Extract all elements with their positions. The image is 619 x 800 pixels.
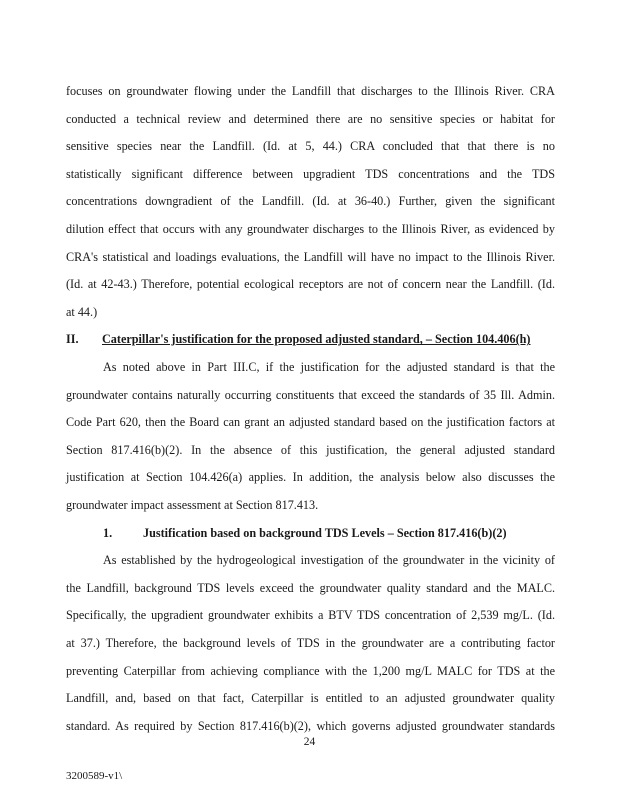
section-heading [66, 332, 555, 346]
text-line: dilution effect that occurs with any groundwater discharges to the Illinois River, as evidenced by [66, 222, 555, 236]
text-line: statistically significant difference between upgradient TDS concentrations and the TDS [66, 166, 555, 181]
text-line: groundwater impact assessment at Section 817.413. [66, 498, 319, 512]
text-line: As noted above in Part III.C, if the justification for the adjusted standard is that the [103, 360, 555, 374]
text-line: preventing Caterpillar from achieving compliance with the 1,200 mg/L MALC for TDS at the [66, 663, 555, 678]
text-line: at 37.) Therefore, the background levels of TDS in the groundwater are a contributing factor [66, 636, 555, 650]
text-line: Section 817.416(b)(2). In the absence of this justification, the general adjusted standard [66, 442, 555, 457]
text-line: at 44.) [66, 304, 98, 319]
text-line: groundwater contains naturally occurring constituents that exceed the standards of 35 Ill. Admin. [66, 387, 555, 402]
text-line: sensitive species near the Landfill. (Id. at 5, 44.) CRA concluded that that there is no [66, 139, 555, 154]
text-line: (Id. at 42-43.) Therefore, potential ecological receptors are not of concern near the Landfill. (Id. [66, 277, 555, 292]
subsection-heading [103, 526, 507, 540]
subsection-title: Justification based on background TDS Levels – Section 817.416(b)(2) [143, 525, 507, 540]
text-line: justification at Section 104.426(a) applies. In addition, the analysis below also discusses the [66, 470, 555, 485]
text-line: Specifically, the upgradient groundwater exhibits a BTV TDS concentration of 2,539 mg/L. (Id. [66, 608, 555, 623]
text-line: the Landfill, background TDS levels exceed the groundwater quality standard and the MALC. [66, 580, 555, 595]
text-line: As established by the hydrogeological investigation of the groundwater in the vicinity of [103, 553, 555, 568]
section-number: II. [66, 332, 79, 347]
document-id: 3200589-v1\ [66, 770, 123, 782]
section-title: Caterpillar's justification for the proposed adjusted standard, – Section 104.406(h) [102, 332, 531, 347]
text-line: CRA's statistical and loadings evaluations, the Landfill will have no impact to the Illinois River. [66, 249, 555, 264]
subsection-number: 1. [103, 525, 113, 540]
text-line: standard. As required by Section 817.416(b)(2), which governs adjusted groundwater standards [66, 718, 555, 733]
page-number: 24 [303, 736, 316, 748]
text-line: focuses on groundwater flowing under the Landfill that discharges to the Illinois River. CRA [66, 84, 555, 98]
text-line: Landfill, and, based on that fact, Caterpillar is entitled to an adjusted groundwater quality [66, 691, 555, 706]
text-line: Code Part 620, then the Board can grant an adjusted standard based on the justification factors at [66, 415, 555, 430]
text-line: concentrations downgradient of the Landfill. (Id. at 36-40.) Further, given the significant [66, 194, 555, 209]
text-line: conducted a technical review and determined there are no sensitive species or habitat for [66, 111, 555, 126]
